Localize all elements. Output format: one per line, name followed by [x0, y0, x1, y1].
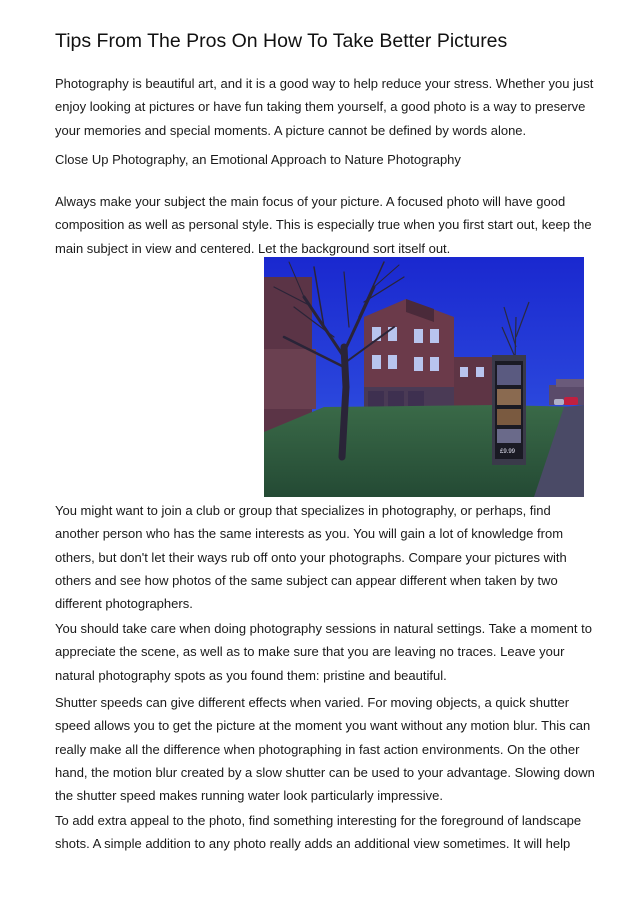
paragraph-intro: Photography is beautiful art, and it is a good way to help reduce your stress. Whether you just enjoy looking at pictures or have fun taking them yourself, a good photo is a way to preserve your memories and special moments. A picture cannot be defined by words alone. — [55, 76, 594, 138]
paragraph-nature: You should take care when doing photography sessions in natural settings. Take a moment to appreciate the scene, as well as to make sure that you are leaving no traces. Leave your natural photography spots as you found them: pristine and beautiful. — [55, 621, 592, 683]
paragraph-foreground: To add extra appeal to the photo, find something interesting for the foreground of landscape shots. A simple addition to any photo really adds an additional view sometimes. It will help — [55, 813, 582, 852]
street-photo — [264, 257, 584, 497]
paragraph-subheading: Close Up Photography, an Emotional Approach to Nature Photography — [55, 152, 461, 167]
advert-sign — [492, 355, 526, 465]
paragraph-shutter: Shutter speeds can give different effects when varied. For moving objects, a quick shutter speed allows you to get the picture at the moment you want without any motion blur. This can really make all the difference when photographing in fast action environments. On the other hand, the motion blur created by a slow shutter can be used to your advantage. Slowing down the shutter speed makes running water look particularly impressive. — [55, 695, 595, 804]
paragraph-focus: Always make your subject the main focus of your picture. A focused photo will have good composition as well as personal style. This is especially true when you first start out, keep the main subject in view and centered. Let the background sort itself out. — [55, 194, 592, 256]
page-title: Tips From The Pros On How To Take Better Pictures — [55, 30, 508, 52]
sign-price: £9.99 — [500, 449, 516, 455]
red-car — [564, 397, 578, 405]
grass — [264, 405, 584, 497]
paragraph-club: You might want to join a club or group that specializes in photography, or perhaps, find another person who has the same interests as you. You will gain a lot of knowledge from others, but don't let their ways rub off onto your photographs. Compare your pictures with others and see how photos of the same subject can appear different when taken by two different photographers. — [55, 503, 567, 612]
